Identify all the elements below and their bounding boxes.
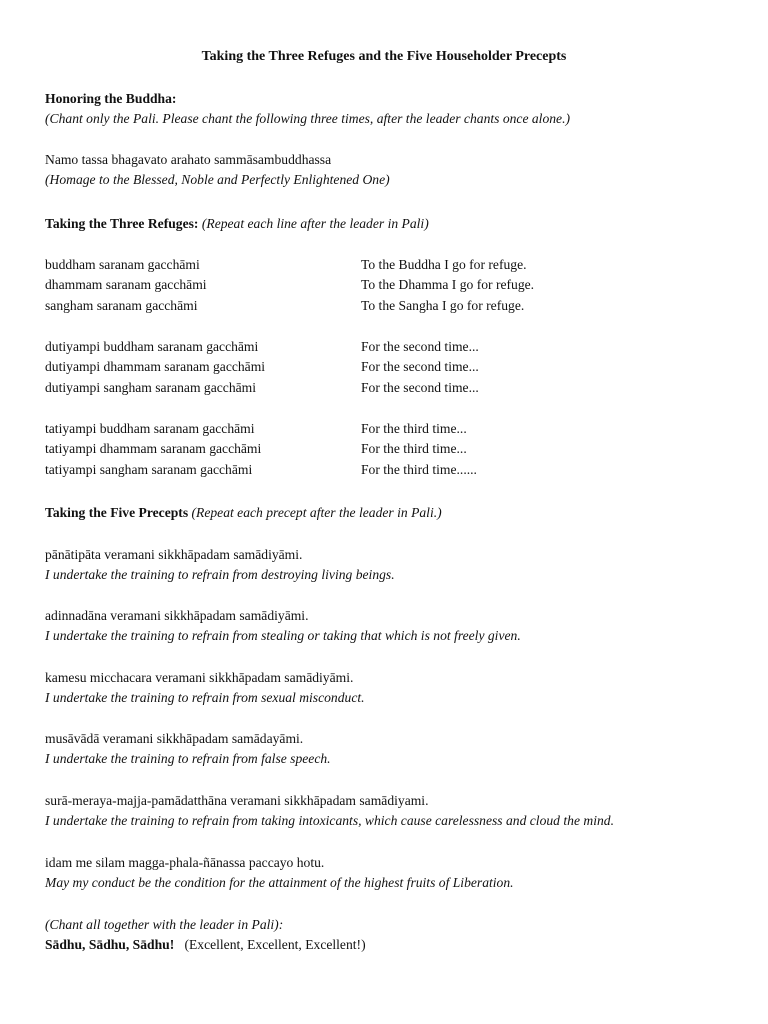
closing-block [45,915,735,956]
refuge-english: For the second time... [361,359,479,375]
precept-english: I undertake the training to refrain from false speech. [45,751,331,767]
precepts-heading-line [45,503,735,523]
precepts-heading: Taking the Five Precepts [45,505,189,520]
refuges-group-3 [45,419,735,480]
refuge-row [45,296,735,316]
refuge-english: To the Buddha I go for refuge. [361,257,527,272]
precept-item [45,606,735,647]
closing-instruction: (Chant all together with the leader in Pali): [45,917,284,932]
refuge-pali: tatiyampi dhammam saranam gacchāmi [45,441,262,457]
refuge-row [45,439,735,459]
dedication-english: May my conduct be the condition for the attainment of the highest fruits of Liberation. [45,875,514,891]
refuge-pali: dhammam saranam gacchāmi [45,277,207,293]
precepts-instruction: (Repeat each precept after the leader in Pali.) [191,505,442,520]
refuge-row [45,357,735,377]
refuge-english: To the Sangha I go for refuge. [361,297,525,313]
precept-english: I undertake the training to refrain from destroying living beings. [45,567,395,583]
refuges-heading: Taking the Three Refuges: [45,216,199,231]
precept-english: I undertake the training to refrain from stealing or taking that which is not freely given. [45,628,521,644]
refuge-pali: sangham saranam gacchāmi [45,297,198,313]
dedication-pali: idam me silam magga-phala-ñānassa paccayo hotu. [45,855,325,870]
homage-pali: Namo tassa bhagavato arahato sammāsambuddhassa [45,152,332,167]
homage-translation: (Homage to the Blessed, Noble and Perfectly Enlightened One) [45,172,390,188]
honoring-section [45,89,735,130]
precept-pali: surā-meraya-majja-pamādatthāna veramani sikkhāpadam samādiyami. [45,793,429,808]
refuge-english: For the third time... [361,441,467,457]
refuge-row [45,337,735,357]
refuges-heading-line [45,214,735,234]
honoring-instruction: (Chant only the Pali. Please chant the following three times, after the leader chants once alone.) [45,111,571,127]
refuge-pali: buddham saranam gacchāmi [45,257,200,272]
sadhu-chant: Sādhu, Sādhu, Sādhu! [45,937,175,953]
page-title: Taking the Three Refuges and the Five Householder Precepts [201,49,567,64]
precept-item [45,791,735,832]
refuge-english: To the Dhamma I go for refuge. [361,277,535,293]
refuge-row [45,460,735,480]
refuge-pali: tatiyampi sangham saranam gacchāmi [45,461,253,477]
homage-block [45,150,735,191]
precept-english: I undertake the training to refrain from sexual misconduct. [45,690,365,706]
refuge-row [45,378,735,398]
precept-pali: pānātipāta veramani sikkhāpadam samādiyāmi. [45,547,303,562]
refuge-row [45,419,735,439]
precept-item [45,668,735,709]
precept-english: I undertake the training to refrain from taking intoxicants, which cause carelessness and cloud the mind. [45,813,614,829]
refuge-english: For the second time... [361,339,479,354]
refuge-english: For the third time...... [361,461,477,477]
refuge-pali: dutiyampi buddham saranam gacchāmi [45,339,259,354]
refuges-group-1 [45,255,735,316]
honoring-heading: Honoring the Buddha: [45,91,177,106]
precept-pali: musāvādā veramani sikkhāpadam samādayāmi. [45,731,304,746]
dedication-block [45,853,735,894]
precept-item [45,545,735,586]
refuge-english: For the second time... [361,379,479,395]
refuge-row [45,275,735,295]
precept-pali: kamesu micchacara veramani sikkhāpadam samādiyāmi. [45,670,354,685]
refuge-english: For the third time... [361,421,467,436]
refuges-group-2 [45,337,735,398]
precept-item [45,729,735,770]
precept-pali: adinnadāna veramani sikkhāpadam samādiyāmi. [45,608,309,623]
sadhu-translation: (Excellent, Excellent, Excellent!) [184,937,366,953]
refuge-pali: dutiyampi dhammam saranam gacchāmi [45,359,266,375]
refuge-row [45,255,735,275]
refuges-instruction: (Repeat each line after the leader in Pali) [201,216,429,231]
refuge-pali: dutiyampi sangham saranam gacchāmi [45,379,257,395]
refuge-pali: tatiyampi buddham saranam gacchāmi [45,421,255,436]
